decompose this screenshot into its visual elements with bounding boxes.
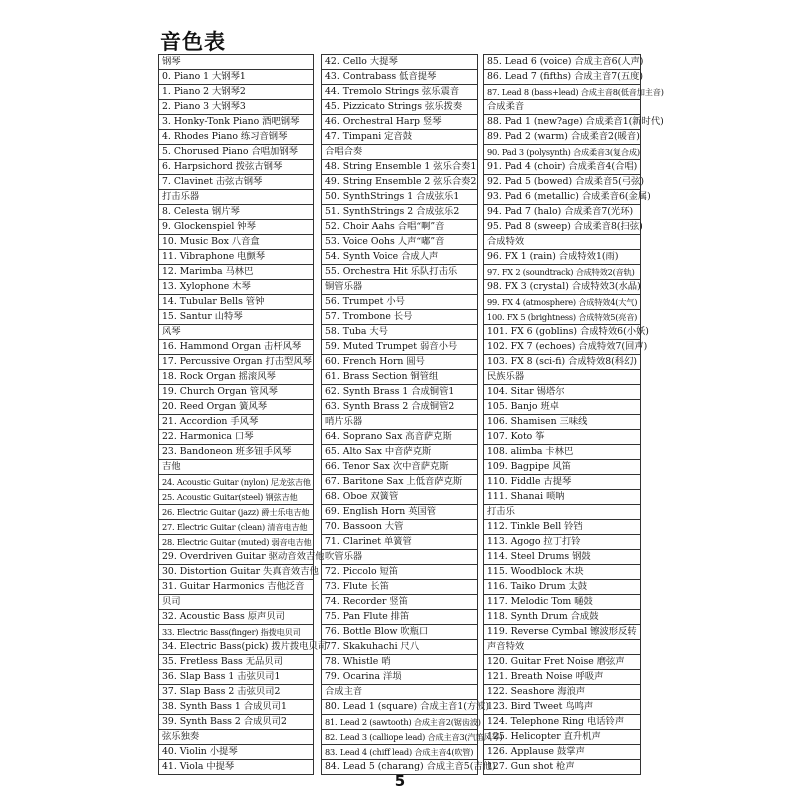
voice-cell: 102. FX 7 (echoes) 合成特效7(回声) bbox=[484, 340, 641, 355]
table-row bbox=[159, 550, 314, 565]
voice-cell: 3. Honky-Tonk Piano 酒吧钢琴 bbox=[159, 115, 314, 130]
voice-cell: 民族乐器 bbox=[484, 370, 641, 385]
table-row bbox=[322, 520, 478, 535]
table-row bbox=[322, 535, 478, 550]
table-row bbox=[159, 430, 314, 445]
voice-cell: 92. Pad 5 (bowed) 合成柔音5(弓弦) bbox=[484, 175, 641, 190]
table-row bbox=[322, 340, 478, 355]
table-row bbox=[484, 115, 641, 130]
table-row bbox=[159, 415, 314, 430]
voice-cell: 弦乐独奏 bbox=[159, 730, 314, 745]
voice-table-column-2 bbox=[321, 54, 503, 775]
voice-cell: 104. Sitar 锡塔尔 bbox=[484, 385, 641, 400]
voice-cell: 合成柔音 bbox=[484, 100, 641, 115]
table-row bbox=[159, 160, 314, 175]
table-row bbox=[159, 130, 314, 145]
voice-cell: 73. Flute 长笛 bbox=[322, 580, 478, 595]
voice-cell: 40. Violin 小提琴 bbox=[159, 745, 314, 760]
voice-cell: 12. Marimba 马林巴 bbox=[159, 265, 314, 280]
table-row bbox=[484, 265, 641, 280]
voice-cell: 吹管乐器 bbox=[322, 550, 478, 565]
table-row bbox=[484, 670, 641, 685]
voice-cell: 贝司 bbox=[159, 595, 314, 610]
table-row bbox=[322, 670, 478, 685]
voice-cell: 41. Viola 中提琴 bbox=[159, 760, 314, 775]
voice-cell: 118. Synth Drum 合成鼓 bbox=[484, 610, 641, 625]
voice-cell: 120. Guitar Fret Noise 磨弦声 bbox=[484, 655, 641, 670]
table-row bbox=[484, 610, 641, 625]
voice-cell: 89. Pad 2 (warm) 合成柔音2(暖音) bbox=[484, 130, 641, 145]
table-row bbox=[322, 325, 478, 340]
voice-cell: 114. Steel Drums 钢鼓 bbox=[484, 550, 641, 565]
table-row bbox=[322, 145, 478, 160]
table-row bbox=[159, 370, 314, 385]
voice-cell: 36. Slap Bass 1 击弦贝司1 bbox=[159, 670, 314, 685]
table-row bbox=[484, 160, 641, 175]
table-row bbox=[159, 565, 314, 580]
table-row bbox=[322, 220, 478, 235]
table-row bbox=[484, 640, 641, 655]
voice-cell: 75. Pan Flute 排笛 bbox=[322, 610, 478, 625]
voice-cell: 53. Voice Oohs 人声“嘟”音 bbox=[322, 235, 478, 250]
table-row bbox=[322, 385, 478, 400]
voice-cell: 66. Tenor Sax 次中音萨克斯 bbox=[322, 460, 478, 475]
table-row bbox=[484, 70, 641, 85]
voice-cell: 67. Baritone Sax 上低音萨克斯 bbox=[322, 475, 478, 490]
voice-cell: 5. Chorused Piano 合唱加钢琴 bbox=[159, 145, 314, 160]
table-row bbox=[322, 100, 478, 115]
table-row bbox=[159, 640, 314, 655]
table-row bbox=[484, 190, 641, 205]
voice-cell: 34. Electric Bass(pick) 拨片拨电贝司 bbox=[159, 640, 314, 655]
voice-cell: 20. Reed Organ 簧风琴 bbox=[159, 400, 314, 415]
table-row bbox=[322, 595, 478, 610]
voice-cell: 合唱合奏 bbox=[322, 145, 478, 160]
voice-cell: 26. Electric Guitar (jazz) 爵士乐电吉他 bbox=[159, 505, 314, 520]
voice-cell: 22. Harmonica 口琴 bbox=[159, 430, 314, 445]
table-row bbox=[322, 610, 478, 625]
table-row bbox=[484, 445, 641, 460]
table-row bbox=[159, 505, 314, 520]
table-row bbox=[484, 385, 641, 400]
voice-cell: 1. Piano 2 大钢琴2 bbox=[159, 85, 314, 100]
page-title: 音色表 bbox=[160, 29, 226, 54]
voice-cell: 63. Synth Brass 2 合成铜管2 bbox=[322, 400, 478, 415]
table-row bbox=[322, 130, 478, 145]
voice-cell: 69. English Horn 英国管 bbox=[322, 505, 478, 520]
table-row bbox=[322, 445, 478, 460]
table-row bbox=[484, 100, 641, 115]
voice-cell: 58. Tuba 大号 bbox=[322, 325, 478, 340]
table-row bbox=[322, 685, 478, 700]
table-row bbox=[484, 325, 641, 340]
table-row bbox=[159, 205, 314, 220]
voice-cell: 119. Reverse Cymbal 镲波形反转 bbox=[484, 625, 641, 640]
voice-cell: 18. Rock Organ 摇滚风琴 bbox=[159, 370, 314, 385]
voice-cell: 108. alimba 卡林巴 bbox=[484, 445, 641, 460]
voice-cell: 声音特效 bbox=[484, 640, 641, 655]
table-row bbox=[159, 100, 314, 115]
voice-cell: 51. SynthStrings 2 合成弦乐2 bbox=[322, 205, 478, 220]
voice-cell: 30. Distortion Guitar 失真音效吉他 bbox=[159, 565, 314, 580]
voice-cell: 78. Whistle 哨 bbox=[322, 655, 478, 670]
table-row bbox=[322, 280, 478, 295]
voice-cell: 打击乐器 bbox=[159, 190, 314, 205]
table-row bbox=[322, 475, 478, 490]
table-row bbox=[159, 280, 314, 295]
voice-cell: 74. Recorder 竖笛 bbox=[322, 595, 478, 610]
table-row bbox=[322, 190, 478, 205]
table-row bbox=[159, 250, 314, 265]
table-row bbox=[159, 70, 314, 85]
voice-cell: 90. Pad 3 (polysynth) 合成柔音3(复合成) bbox=[484, 145, 641, 160]
table-row bbox=[159, 475, 314, 490]
voice-cell: 钢琴 bbox=[159, 55, 314, 70]
table-row bbox=[159, 325, 314, 340]
table-row bbox=[484, 400, 641, 415]
voice-cell: 44. Tremolo Strings 弦乐震音 bbox=[322, 85, 478, 100]
table-row bbox=[322, 715, 478, 730]
voice-cell: 77. Skakuhachi 尺八 bbox=[322, 640, 478, 655]
voice-cell: 铜管乐器 bbox=[322, 280, 478, 295]
table-row bbox=[159, 175, 314, 190]
table-row bbox=[484, 55, 641, 70]
voice-cell: 91. Pad 4 (choir) 合成柔音4(合唱) bbox=[484, 160, 641, 175]
voice-cell: 合成主音 bbox=[322, 685, 478, 700]
voice-cell: 95. Pad 8 (sweep) 合成柔音8(扫弦) bbox=[484, 220, 641, 235]
table-row bbox=[484, 355, 641, 370]
table-row bbox=[484, 475, 641, 490]
voice-table-column-1 bbox=[158, 54, 328, 775]
voice-cell: 29. Overdriven Guitar 驱动音效吉他 bbox=[159, 550, 314, 565]
page-number: 5 bbox=[394, 772, 406, 790]
table-row bbox=[159, 355, 314, 370]
table-row bbox=[484, 280, 641, 295]
voice-cell: 83. Lead 4 (chiff lead) 合成主音4(吹管) bbox=[322, 745, 478, 760]
voice-cell: 15. Santur 山特琴 bbox=[159, 310, 314, 325]
table-row bbox=[322, 565, 478, 580]
table-row bbox=[484, 205, 641, 220]
table-row bbox=[322, 70, 478, 85]
table-row bbox=[322, 250, 478, 265]
voice-cell: 103. FX 8 (sci-fi) 合成特效8(科幻) bbox=[484, 355, 641, 370]
table-row bbox=[159, 145, 314, 160]
table-row bbox=[484, 580, 641, 595]
table-row bbox=[159, 730, 314, 745]
voice-cell: 54. Synth Voice 合成人声 bbox=[322, 250, 478, 265]
table-row bbox=[484, 625, 641, 640]
voice-cell: 117. Melodic Tom 嗵鼓 bbox=[484, 595, 641, 610]
voice-cell: 42. Cello 大提琴 bbox=[322, 55, 478, 70]
voice-cell: 115. Woodblock 木块 bbox=[484, 565, 641, 580]
table-row bbox=[159, 625, 314, 640]
voice-cell: 52. Choir Aahs 合唱“啊”音 bbox=[322, 220, 478, 235]
table-row bbox=[322, 355, 478, 370]
table-row bbox=[322, 205, 478, 220]
table-row bbox=[322, 85, 478, 100]
voice-cell: 25. Acoustic Guitar(steel) 钢弦吉他 bbox=[159, 490, 314, 505]
voice-cell: 32. Acoustic Bass 原声贝司 bbox=[159, 610, 314, 625]
voice-cell: 64. Soprano Sax 高音萨克斯 bbox=[322, 430, 478, 445]
voice-cell: 57. Trombone 长号 bbox=[322, 310, 478, 325]
table-row bbox=[322, 625, 478, 640]
table-row bbox=[159, 295, 314, 310]
table-row bbox=[484, 370, 641, 385]
voice-cell: 79. Ocarina 洋埙 bbox=[322, 670, 478, 685]
table-row bbox=[159, 595, 314, 610]
voice-cell: 13. Xylophone 木琴 bbox=[159, 280, 314, 295]
voice-cell: 10. Music Box 八音盒 bbox=[159, 235, 314, 250]
table-row bbox=[322, 460, 478, 475]
table-row bbox=[484, 340, 641, 355]
voice-cell: 35. Fretless Bass 无品贝司 bbox=[159, 655, 314, 670]
table-row bbox=[484, 415, 641, 430]
table-row bbox=[322, 235, 478, 250]
voice-cell: 87. Lead 8 (bass+lead) 合成主音8(低音加主音) bbox=[484, 85, 641, 100]
voice-cell: 56. Trumpet 小号 bbox=[322, 295, 478, 310]
table-row bbox=[159, 220, 314, 235]
table-row bbox=[484, 430, 641, 445]
voice-cell: 风琴 bbox=[159, 325, 314, 340]
voice-cell: 97. FX 2 (soundtrack) 合成特效2(音轨) bbox=[484, 265, 641, 280]
voice-cell: 106. Shamisen 三味线 bbox=[484, 415, 641, 430]
table-row bbox=[159, 580, 314, 595]
voice-cell: 65. Alto Sax 中音萨克斯 bbox=[322, 445, 478, 460]
table-row bbox=[322, 745, 478, 760]
table-row bbox=[484, 700, 641, 715]
voice-cell: 合成特效 bbox=[484, 235, 641, 250]
table-row bbox=[484, 310, 641, 325]
table-row bbox=[484, 145, 641, 160]
voice-cell: 60. French Horn 圆号 bbox=[322, 355, 478, 370]
voice-cell: 38. Synth Bass 1 合成贝司1 bbox=[159, 700, 314, 715]
table-row bbox=[159, 490, 314, 505]
voice-cell: 8. Celesta 钢片琴 bbox=[159, 205, 314, 220]
voice-cell: 46. Orchestral Harp 竖琴 bbox=[322, 115, 478, 130]
voice-cell: 105. Banjo 班卓 bbox=[484, 400, 641, 415]
voice-cell: 125. Helicopter 直升机声 bbox=[484, 730, 641, 745]
voice-cell: 7. Clavinet 击弦古钢琴 bbox=[159, 175, 314, 190]
voice-cell: 81. Lead 2 (sawtooth) 合成主音2(锯齿波) bbox=[322, 715, 478, 730]
table-row bbox=[159, 445, 314, 460]
table-row bbox=[159, 520, 314, 535]
voice-cell: 2. Piano 3 大钢琴3 bbox=[159, 100, 314, 115]
table-row bbox=[322, 490, 478, 505]
voice-cell: 93. Pad 6 (metallic) 合成柔音6(金属) bbox=[484, 190, 641, 205]
voice-cell: 59. Muted Trumpet 弱音小号 bbox=[322, 340, 478, 355]
table-row bbox=[484, 715, 641, 730]
table-row bbox=[322, 400, 478, 415]
table-row bbox=[484, 520, 641, 535]
table-row bbox=[322, 700, 478, 715]
voice-cell: 99. FX 4 (atmosphere) 合成特效4(大气) bbox=[484, 295, 641, 310]
table-row bbox=[322, 175, 478, 190]
table-row bbox=[484, 175, 641, 190]
voice-cell: 43. Contrabass 低音提琴 bbox=[322, 70, 478, 85]
table-row bbox=[484, 550, 641, 565]
voice-cell: 72. Piccolo 短笛 bbox=[322, 565, 478, 580]
voice-cell: 84. Lead 5 (charang) 合成主音5(吉他) bbox=[322, 760, 478, 775]
table-row bbox=[322, 550, 478, 565]
voice-cell: 吉他 bbox=[159, 460, 314, 475]
table-row bbox=[322, 115, 478, 130]
table-row bbox=[484, 295, 641, 310]
voice-cell: 70. Bassoon 大管 bbox=[322, 520, 478, 535]
voice-cell: 47. Timpani 定音鼓 bbox=[322, 130, 478, 145]
table-row bbox=[322, 415, 478, 430]
voice-cell: 19. Church Organ 管风琴 bbox=[159, 385, 314, 400]
voice-cell: 62. Synth Brass 1 合成铜管1 bbox=[322, 385, 478, 400]
voice-cell: 82. Lead 3 (calliope lead) 合成主音3(汽笛风琴) bbox=[322, 730, 478, 745]
voice-cell: 31. Guitar Harmonics 吉他泛音 bbox=[159, 580, 314, 595]
table-row bbox=[322, 265, 478, 280]
table-row bbox=[159, 310, 314, 325]
table-row bbox=[159, 655, 314, 670]
voice-cell: 23. Bandoneon 班多钮手风琴 bbox=[159, 445, 314, 460]
voice-cell: 17. Percussive Organ 打击型风琴 bbox=[159, 355, 314, 370]
table-row bbox=[159, 745, 314, 760]
voice-cell: 88. Pad 1 (new?age) 合成柔音1(新时代) bbox=[484, 115, 641, 130]
table-row bbox=[159, 115, 314, 130]
voice-cell: 85. Lead 6 (voice) 合成主音6(人声) bbox=[484, 55, 641, 70]
table-row bbox=[159, 685, 314, 700]
voice-cell: 37. Slap Bass 2 击弦贝司2 bbox=[159, 685, 314, 700]
voice-cell: 111. Shanai 唢呐 bbox=[484, 490, 641, 505]
table-row bbox=[159, 340, 314, 355]
voice-cell: 123. Bird Tweet 鸟鸣声 bbox=[484, 700, 641, 715]
table-row bbox=[484, 655, 641, 670]
voice-cell: 打击乐 bbox=[484, 505, 641, 520]
table-row bbox=[322, 505, 478, 520]
table-row bbox=[484, 595, 641, 610]
voice-cell: 14. Tubular Bells 管钟 bbox=[159, 295, 314, 310]
voice-cell: 100. FX 5 (brightness) 合成特效5(亮音) bbox=[484, 310, 641, 325]
table-row bbox=[159, 715, 314, 730]
voice-cell: 76. Bottle Blow 吹瓶口 bbox=[322, 625, 478, 640]
table-row bbox=[159, 55, 314, 70]
voice-cell: 94. Pad 7 (halo) 合成柔音7(光环) bbox=[484, 205, 641, 220]
voice-cell: 121. Breath Noise 呼吸声 bbox=[484, 670, 641, 685]
voice-cell: 126. Applause 鼓掌声 bbox=[484, 745, 641, 760]
voice-cell: 101. FX 6 (goblins) 合成特效6(小妖) bbox=[484, 325, 641, 340]
voice-cell: 109. Bagpipe 风笛 bbox=[484, 460, 641, 475]
voice-cell: 80. Lead 1 (square) 合成主音1(方波) bbox=[322, 700, 478, 715]
voice-cell: 48. String Ensemble 1 弦乐合奏1 bbox=[322, 160, 478, 175]
table-row bbox=[484, 250, 641, 265]
table-row bbox=[484, 565, 641, 580]
voice-cell: 0. Piano 1 大钢琴1 bbox=[159, 70, 314, 85]
table-row bbox=[159, 535, 314, 550]
voice-cell: 110. Fiddle 古提琴 bbox=[484, 475, 641, 490]
table-row bbox=[322, 580, 478, 595]
voice-cell: 16. Hammond Organ 击杆风琴 bbox=[159, 340, 314, 355]
voice-cell: 28. Electric Guitar (muted) 弱音电吉他 bbox=[159, 535, 314, 550]
table-row bbox=[159, 610, 314, 625]
voice-table-column-3 bbox=[483, 54, 664, 775]
table-row bbox=[484, 490, 641, 505]
table-row bbox=[322, 160, 478, 175]
table-row bbox=[322, 430, 478, 445]
voice-cell: 50. SynthStrings 1 合成弦乐1 bbox=[322, 190, 478, 205]
voice-cell: 112. Tinkle Bell 铃铛 bbox=[484, 520, 641, 535]
voice-cell: 127. Gun shot 枪声 bbox=[484, 760, 641, 775]
voice-cell: 11. Vibraphone 电颤琴 bbox=[159, 250, 314, 265]
voice-cell: 45. Pizzicato Strings 弦乐拨奏 bbox=[322, 100, 478, 115]
table-row bbox=[484, 85, 641, 100]
table-row bbox=[159, 700, 314, 715]
voice-cell: 124. Telephone Ring 电话铃声 bbox=[484, 715, 641, 730]
voice-cell: 24. Acoustic Guitar (nylon) 尼龙弦吉他 bbox=[159, 475, 314, 490]
table-row bbox=[159, 190, 314, 205]
table-row bbox=[484, 535, 641, 550]
table-row bbox=[484, 220, 641, 235]
table-row bbox=[484, 460, 641, 475]
voice-cell: 55. Orchestra Hit 乐队打击乐 bbox=[322, 265, 478, 280]
voice-cell: 49. String Ensemble 2 弦乐合奏2 bbox=[322, 175, 478, 190]
table-row bbox=[484, 745, 641, 760]
table-row bbox=[484, 730, 641, 745]
voice-cell: 71. Clarinet 单簧管 bbox=[322, 535, 478, 550]
table-row bbox=[159, 235, 314, 250]
voice-cell: 4. Rhodes Piano 练习音钢琴 bbox=[159, 130, 314, 145]
table-row bbox=[159, 85, 314, 100]
voice-cell: 33. Electric Bass(finger) 指拨电贝司 bbox=[159, 625, 314, 640]
table-row bbox=[322, 55, 478, 70]
table-row bbox=[159, 460, 314, 475]
table-row bbox=[484, 685, 641, 700]
voice-cell: 39. Synth Bass 2 合成贝司2 bbox=[159, 715, 314, 730]
voice-cell: 61. Brass Section 铜管组 bbox=[322, 370, 478, 385]
table-row bbox=[322, 730, 478, 745]
table-row bbox=[159, 400, 314, 415]
voice-cell: 68. Oboe 双簧管 bbox=[322, 490, 478, 505]
table-row bbox=[159, 265, 314, 280]
table-row bbox=[322, 295, 478, 310]
voice-cell: 哨片乐器 bbox=[322, 415, 478, 430]
voice-cell: 116. Taiko Drum 太鼓 bbox=[484, 580, 641, 595]
table-row bbox=[159, 385, 314, 400]
table-row bbox=[484, 505, 641, 520]
table-row bbox=[159, 670, 314, 685]
voice-cell: 9. Glockenspiel 钟琴 bbox=[159, 220, 314, 235]
voice-cell: 21. Accordion 手风琴 bbox=[159, 415, 314, 430]
table-row bbox=[484, 235, 641, 250]
voice-cell: 6. Harpsichord 拨弦古钢琴 bbox=[159, 160, 314, 175]
voice-cell: 27. Electric Guitar (clean) 清音电吉他 bbox=[159, 520, 314, 535]
voice-cell: 122. Seashore 海浪声 bbox=[484, 685, 641, 700]
table-row bbox=[322, 370, 478, 385]
table-row bbox=[322, 310, 478, 325]
table-row bbox=[322, 640, 478, 655]
voice-cell: 113. Agogo 拉丁打铃 bbox=[484, 535, 641, 550]
voice-cell: 107. Koto 筝 bbox=[484, 430, 641, 445]
table-row bbox=[322, 655, 478, 670]
voice-cell: 96. FX 1 (rain) 合成特效1(雨) bbox=[484, 250, 641, 265]
voice-cell: 98. FX 3 (crystal) 合成特效3(水晶) bbox=[484, 280, 641, 295]
voice-cell: 86. Lead 7 (fifths) 合成主音7(五度) bbox=[484, 70, 641, 85]
table-row bbox=[484, 130, 641, 145]
